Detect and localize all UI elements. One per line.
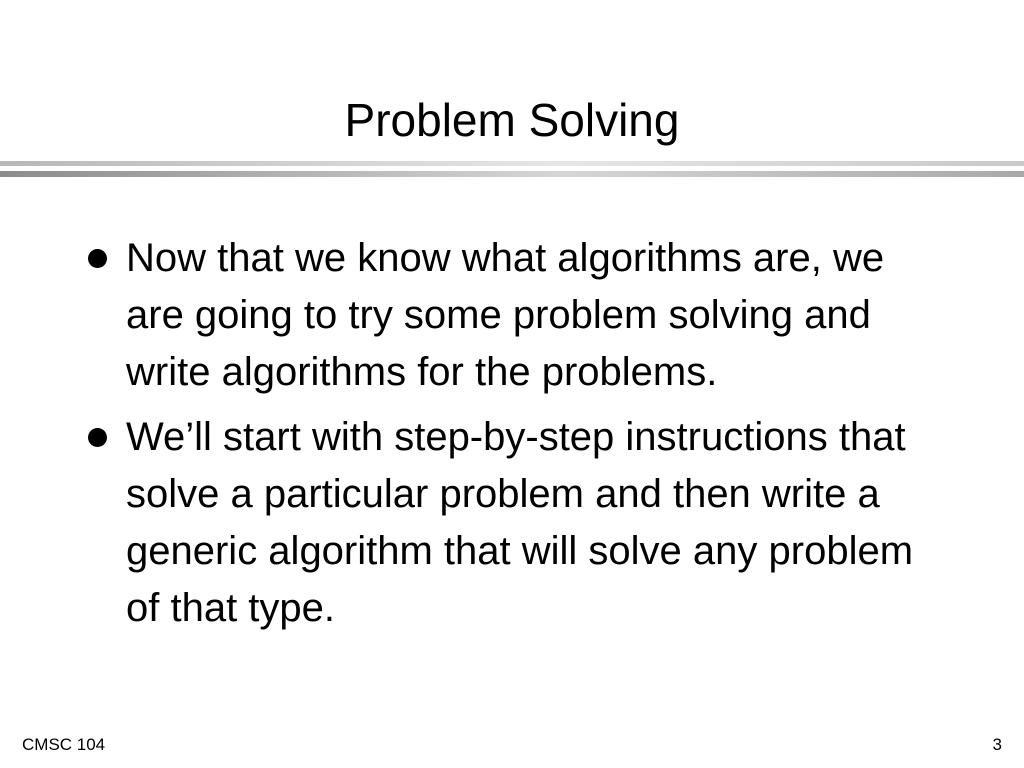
bullet-dot-icon (88, 249, 107, 268)
bullet-text: Now that we know what algorithms are, we are going to try some problem solving and write algorithms for the problems. (126, 236, 885, 394)
title-divider-top (0, 161, 1024, 166)
slide-title: Problem Solving (344, 94, 680, 146)
footer-page-number: 3 (992, 735, 1002, 754)
bullet-dot-icon (88, 428, 107, 447)
title-divider-bottom (0, 171, 1024, 177)
bullet-list (86, 230, 946, 645)
bullet-text: We’ll start with step-by-step instructions that solve a particular problem and then write a generic algorithm that will solve any problem of that type. (126, 415, 914, 630)
bullet-item (86, 230, 946, 401)
footer-course-label: CMSC 104 (22, 735, 106, 754)
bullet-item (86, 409, 946, 637)
